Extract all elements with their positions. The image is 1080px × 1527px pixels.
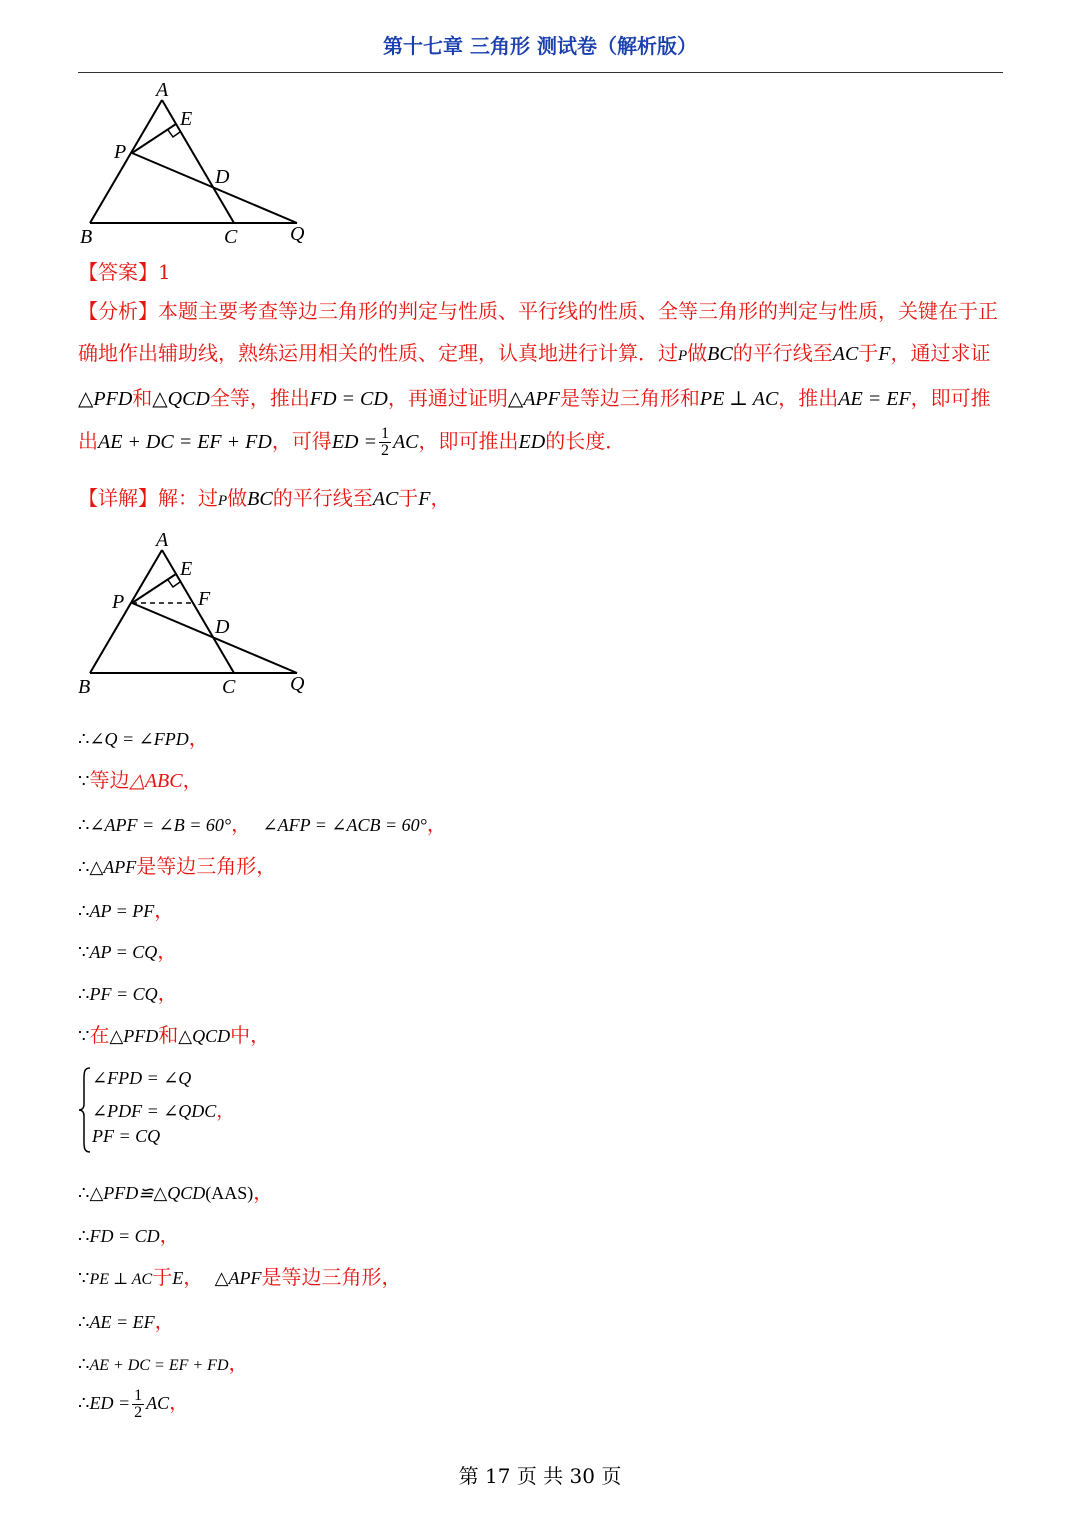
label-B: B [80, 226, 93, 248]
detail-text: 的平行线至 [272, 486, 373, 510]
step-math: AC [146, 1393, 170, 1413]
math-eq-FD-CD: FD = CD [309, 388, 388, 410]
answer-value: 1 [158, 260, 171, 284]
right-angle-mark [168, 130, 180, 137]
step-10 [78, 1219, 180, 1248]
line-PQ [132, 153, 297, 223]
step-5 [78, 894, 174, 923]
analysis-text: 于 [858, 341, 879, 365]
step-math: △APF [89, 857, 137, 877]
math-eq-PE-perp-AC: PE ⊥ AC [699, 388, 779, 410]
step-punct: ， [182, 768, 203, 792]
therefore-symbol: ∴ [78, 815, 90, 835]
label-B: B [78, 676, 91, 698]
fraction-numerator: 1 [134, 1386, 143, 1404]
step-6 [78, 935, 177, 964]
math-eq-sum: AE + DC = EF + FD [98, 431, 272, 453]
analysis-text: 做 [687, 341, 708, 365]
therefore-symbol: ∴ [78, 857, 90, 877]
line-PQ [132, 603, 297, 673]
step-8 [78, 1019, 270, 1048]
step-punct: ， [253, 1180, 274, 1204]
step-math: PE ⊥ AC [89, 1271, 153, 1288]
label-P: P [112, 591, 125, 613]
right-angle-mark [168, 580, 180, 587]
step-text: 在 [89, 1023, 110, 1047]
math-ED: ED [518, 431, 546, 453]
step-punct: ， [183, 1265, 204, 1289]
step-punct: ， [188, 726, 209, 750]
analysis-text: ，再通过证明 [387, 386, 508, 410]
because-symbol: ∵ [78, 1268, 90, 1288]
therefore-symbol: ∴ [78, 984, 90, 1004]
math-AC: AC [372, 488, 399, 510]
analysis-text: 全等，推出 [209, 386, 310, 410]
answer-tag: 【答案】 [78, 260, 158, 284]
step-punct: ， [169, 1390, 190, 1414]
step-9 [78, 1176, 273, 1205]
because-symbol: ∵ [78, 771, 90, 791]
step-text: 中， [230, 1023, 271, 1047]
detail-text: ， [430, 486, 451, 510]
analysis-text: 本题主要考查等边三角形的判定与性质、平行线的性质、全等三角形的判定与性质，关键在于正确地作出辅助线，熟练运用相关的性质、定理，认真地进行计算．过 [78, 299, 998, 365]
label-C: C [224, 226, 238, 248]
step-punct: ， [159, 1223, 180, 1247]
analysis-text: ，通过求证 [890, 341, 991, 365]
label-Q: Q [290, 223, 305, 245]
therefore-symbol: ∴ [78, 1312, 90, 1332]
therefore-symbol: ∴ [78, 729, 90, 749]
step-text: 是等边三角形， [261, 1265, 402, 1289]
step-math: △PFD [109, 1026, 159, 1046]
math-AC: AC [832, 343, 859, 365]
analysis-paragraph [78, 290, 1008, 463]
analysis-text: 是等边三角形和 [559, 386, 700, 410]
step-punct: ， [157, 939, 178, 963]
fraction-numerator: 1 [380, 425, 389, 442]
step-12 [78, 1305, 175, 1334]
label-F: F [198, 588, 211, 610]
step-punct: ， [154, 1309, 175, 1333]
analysis-text: 的平行线至 [732, 341, 833, 365]
label-E: E [180, 558, 193, 580]
fraction-denominator: 2 [134, 1403, 143, 1421]
step-math: AP = CQ [89, 942, 158, 962]
fraction-one-half [379, 426, 391, 459]
step-11 [78, 1261, 401, 1290]
step-3 [78, 808, 447, 837]
analysis-tag: 【分析】 [78, 299, 158, 323]
analysis-text: ，即可推出 [78, 386, 991, 453]
step-punct: ， [426, 812, 447, 836]
step-punct: ， [231, 812, 252, 836]
math-tri-QCD: △QCD [152, 388, 210, 410]
detail-text: 解：过 [158, 486, 218, 510]
analysis-text: 和 [132, 386, 153, 410]
page-footer: 第 17 页 共 30 页 [458, 1464, 622, 1488]
label-E: E [180, 108, 193, 130]
step-math: E [172, 1268, 184, 1288]
step-punct: ， [216, 1101, 235, 1122]
math-AC: AC [392, 431, 419, 453]
step-math: FD = CD [89, 1226, 160, 1246]
label-C: C [222, 676, 236, 698]
step-math: △ABC [129, 770, 183, 792]
step-math: △APF [214, 1268, 262, 1288]
detail-text: 做 [227, 486, 248, 510]
triangle-figure-1 [72, 78, 322, 257]
therefore-symbol: ∴ [78, 1393, 90, 1413]
answer-line [78, 256, 171, 285]
math-eq-AE-EF: AE = EF [838, 388, 911, 410]
label-Q: Q [290, 673, 305, 695]
step-math: AE = EF [89, 1312, 155, 1332]
math-BC: BC [247, 488, 273, 510]
label-D: D [215, 616, 230, 638]
step-math: △PFD≌△QCD [89, 1183, 206, 1203]
analysis-text: ，即可推出 [418, 429, 519, 453]
step-4 [78, 850, 276, 879]
math-BC: BC [707, 343, 733, 365]
math-F: F [418, 488, 431, 510]
step-math: AP = PF [89, 901, 155, 921]
step-math: △QCD [178, 1026, 231, 1046]
because-symbol: ∵ [78, 1026, 90, 1046]
step-math: PF = CQ [89, 984, 158, 1004]
step-text: 等边 [89, 768, 130, 792]
math-eq-ED: ED = [331, 431, 377, 453]
step-1 [78, 722, 209, 751]
step-math: AE + DC = EF + FD [89, 1357, 229, 1374]
therefore-symbol: ∴ [78, 1183, 90, 1203]
step-text: 于 [152, 1265, 173, 1289]
math-F: F [878, 343, 891, 365]
step-punct: ， [157, 981, 178, 1005]
math-tri-APF: △APF [507, 388, 560, 410]
step-punct: ， [228, 1351, 249, 1375]
therefore-symbol: ∴ [78, 901, 90, 921]
fraction-one-half [132, 1388, 144, 1421]
math-P: P [678, 348, 688, 364]
label-P: P [114, 141, 127, 163]
detail-tag: 【详解】 [78, 486, 158, 510]
header-divider [78, 72, 1003, 73]
label-A: A [156, 529, 169, 551]
system-row-1: ∠FPD = ∠Q [92, 1068, 192, 1088]
step-math: ∠Q = ∠FPD [89, 729, 189, 749]
step-math: ED = [89, 1393, 131, 1413]
math-tri-PFD: △PFD [78, 388, 133, 410]
side-AC-extended [162, 550, 234, 673]
step-math: (AAS) [205, 1183, 254, 1203]
system-row-2 [92, 1097, 234, 1123]
math-P: P [218, 493, 228, 509]
step-math: ∠PDF = ∠QDC [92, 1101, 217, 1121]
page-header-title: 第十七章 三角形 测试卷（解析版） [383, 34, 697, 58]
left-brace [78, 1066, 92, 1154]
analysis-text: ，推出 [778, 386, 839, 410]
step-math: ∠AFP = ∠ACB = 60° [262, 815, 427, 835]
therefore-symbol: ∴ [78, 1354, 90, 1374]
fraction-denominator: 2 [380, 442, 389, 459]
step-text: 是等边三角形， [136, 854, 277, 878]
step-2 [78, 764, 203, 793]
therefore-symbol: ∴ [78, 1226, 90, 1246]
analysis-text: ，可得 [271, 429, 332, 453]
analysis-text: 的长度． [545, 429, 626, 453]
step-13 [78, 1347, 249, 1376]
label-A: A [156, 79, 169, 101]
step-math: ∠APF = ∠B = 60° [89, 815, 232, 835]
triangle-figure-2 [72, 528, 322, 707]
side-AC-extended [162, 100, 234, 223]
step-punct: ， [154, 898, 175, 922]
detail-text: 于 [398, 486, 419, 510]
step-14 [78, 1386, 189, 1421]
detail-line [78, 482, 451, 511]
system-row-3: PF = CQ [92, 1126, 161, 1146]
because-symbol: ∵ [78, 942, 90, 962]
step-7 [78, 977, 178, 1006]
label-D: D [215, 166, 230, 188]
step-text: 和 [158, 1023, 179, 1047]
